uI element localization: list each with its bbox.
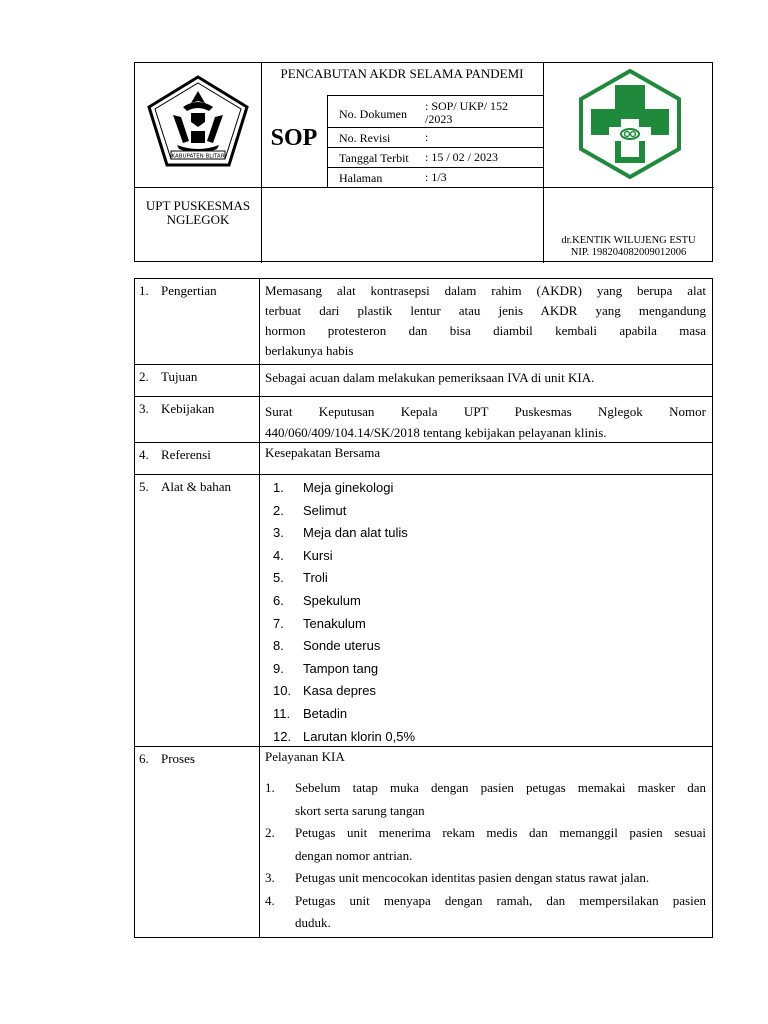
section-kebijakan <box>135 397 712 443</box>
section-content: Kesepakatan Bersama <box>265 445 381 460</box>
section-proses <box>135 747 712 939</box>
list-item: 6. Spekulum <box>273 592 361 608</box>
list-item: 4. Kursi <box>273 547 333 563</box>
section-tujuan <box>135 365 712 397</box>
list-item: 9. Tampon tang <box>273 660 379 676</box>
list-item: 5. Troli <box>273 570 328 586</box>
meta-key: Halaman <box>339 171 383 185</box>
process-step: 1. Sebelum tatap muka dengan pasien petugas memakai masker dan skort serta sarung tangan <box>265 780 706 818</box>
meta-key: Tanggal Terbit <box>339 151 409 165</box>
equipment-list <box>273 477 415 748</box>
list-item: 2. Selimut <box>273 502 347 518</box>
text-line: 440/060/409/104.14/SK/2018 tentang kebijakan pelayanan klinis. <box>265 425 607 440</box>
meta-value: : SOP/ UKP/ 152 /2023 <box>425 99 509 126</box>
meta-key: No. Revisi <box>339 131 391 145</box>
sop-content-table <box>134 278 713 938</box>
text-line: Memasang alat kontrasepsi dalam rahim (AKDR) yang berupa alat <box>265 283 706 298</box>
list-item: 11. Betadin <box>273 705 348 721</box>
emblem-banner-text: KABUPATEN BLITAR <box>171 153 225 160</box>
process-step: 3. Petugas unit mencocokan identitas pasien dengan status rawat jalan. <box>265 870 650 885</box>
kabupaten-blitar-emblem <box>143 71 253 181</box>
section-label: 2. Tujuan <box>139 369 198 384</box>
document-title: PENCABUTAN AKDR SELAMA PANDEMI <box>280 66 524 81</box>
process-step: 4. Petugas unit menyapa dengan ramah, dan mempersilakan pasien duduk. <box>265 892 706 930</box>
section-pengertian <box>135 279 712 365</box>
list-item: 8. Sonde uterus <box>273 638 381 654</box>
process-step: 2. Petugas unit menerima rekam medis dan memanggil pasien sesuai dengan nomor antrian. <box>265 825 706 863</box>
signatory <box>543 235 714 259</box>
section-content <box>265 281 706 361</box>
text-line: Surat Keputusan Kepala UPT Puskesmas Nglegok Nomor <box>265 404 706 419</box>
meta-row-no-dokumen <box>327 99 543 127</box>
meta-value: : 15 / 02 / 2023 <box>425 150 499 164</box>
section-label: 4. Referensi <box>139 447 211 462</box>
section-alat-bahan <box>135 475 712 747</box>
unit-name: UPT PUSKESMAS NGLEGOK <box>145 198 251 227</box>
list-item: 12. Larutan klorin 0,5% <box>273 728 416 744</box>
sop-label: SOP <box>270 125 318 151</box>
text-line: berlakunya habis <box>265 343 354 358</box>
signatory-nip: NIP. 198204082009012006 <box>570 247 687 258</box>
list-item: 10. Kasa depres <box>273 683 376 699</box>
list-item: 7. Tenakulum <box>273 615 366 631</box>
section-referensi <box>135 443 712 475</box>
list-item: 1. Meja ginekologi <box>273 480 394 495</box>
proses-heading: Pelayanan KIA <box>265 749 345 764</box>
meta-key: No. Dokumen <box>339 107 407 121</box>
section-label: 5. Alat & bahan <box>139 479 232 494</box>
section-content: Sebagai acuan dalam melakukan pemeriksaan IVA di unit KIA. <box>265 370 595 385</box>
text-line: terbuat dari plastik lentur atau jenis AKDR yang mengandung <box>265 303 706 318</box>
signatory-name: dr.KENTIK WILUJENG ESTU <box>561 235 696 246</box>
process-steps <box>265 777 706 935</box>
section-label: 6. Proses <box>139 751 195 766</box>
list-item: 3. Meja dan alat tulis <box>273 525 408 541</box>
puskesmas-logo <box>575 69 685 179</box>
meta-value: : <box>425 130 429 144</box>
text-line: hormon protesteron dan bisa diambil kembali apabila masa <box>265 323 706 338</box>
meta-value: : 1/3 <box>425 170 447 184</box>
sop-header-table <box>134 62 713 262</box>
section-label: 3. Kebijakan <box>139 401 215 416</box>
section-label: 1. Pengertian <box>139 283 217 298</box>
section-content <box>265 401 706 443</box>
